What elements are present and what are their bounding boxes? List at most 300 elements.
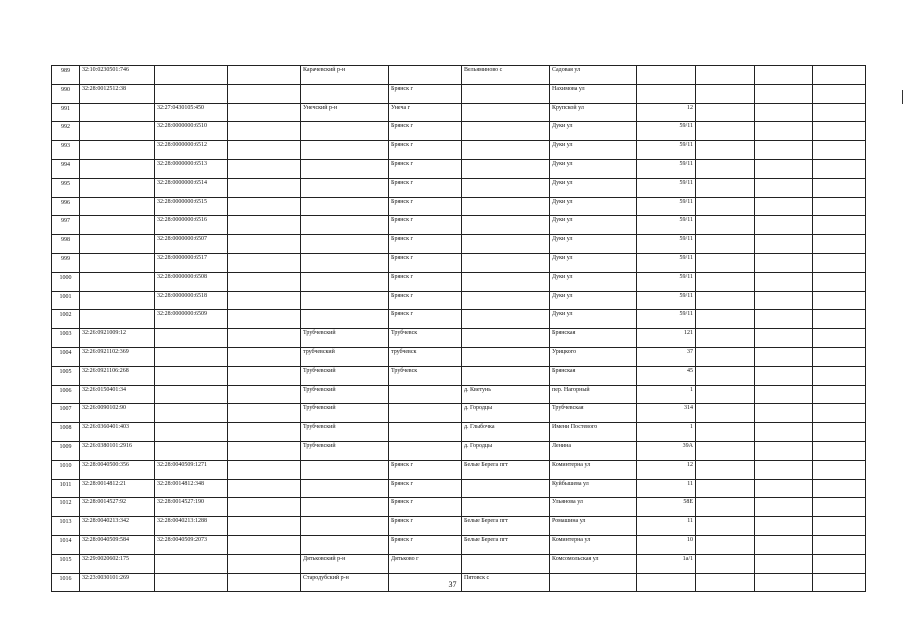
- cadastral-number-2: 32:28:0000000:6514: [155, 178, 228, 197]
- blank-cell: [813, 441, 866, 460]
- cadastral-number: [80, 122, 155, 141]
- blank-cell: [813, 366, 866, 385]
- house-number: 11: [637, 517, 696, 536]
- district: [301, 141, 389, 160]
- district: [301, 460, 389, 479]
- cadastral-number: [80, 291, 155, 310]
- cadastral-number-2: 32:28:0014812:348: [155, 479, 228, 498]
- city: [389, 404, 462, 423]
- street: Комсомольская ул: [550, 554, 637, 573]
- house-number: 11: [637, 479, 696, 498]
- house-number: 59/11: [637, 141, 696, 160]
- cadastral-number-2: [155, 404, 228, 423]
- cadastral-number-2: 32:28:0040509:1271: [155, 460, 228, 479]
- blank-cell: [228, 197, 301, 216]
- street: Дуки ул: [550, 272, 637, 291]
- cadastral-number-2: 32:28:0040213:1288: [155, 517, 228, 536]
- district: [301, 310, 389, 329]
- house-number: 59/11: [637, 272, 696, 291]
- blank-cell: [696, 253, 755, 272]
- district: [301, 272, 389, 291]
- blank-cell: [696, 66, 755, 85]
- settlement: [462, 84, 550, 103]
- cadastral-number: 32:26:0921009:12: [80, 329, 155, 348]
- blank-cell: [696, 517, 755, 536]
- cadastral-number: 32:28:0040509:584: [80, 535, 155, 554]
- city: Брянск г: [389, 235, 462, 254]
- table-row: [52, 197, 866, 216]
- settlement: [462, 291, 550, 310]
- blank-cell: [696, 235, 755, 254]
- blank-cell: [813, 84, 866, 103]
- district: [301, 216, 389, 235]
- blank-cell: [755, 122, 813, 141]
- settlement: [462, 347, 550, 366]
- blank-cell: [696, 122, 755, 141]
- table-row: [52, 66, 866, 85]
- cadastral-number-2: 32:28:0000000:6518: [155, 291, 228, 310]
- blank-cell: [813, 272, 866, 291]
- table-row: [52, 141, 866, 160]
- row-number: 1009: [52, 441, 80, 460]
- blank-cell: [755, 460, 813, 479]
- row-number: 998: [52, 235, 80, 254]
- city: [389, 423, 462, 442]
- city: трубчевск: [389, 347, 462, 366]
- row-number: 1003: [52, 329, 80, 348]
- house-number: 12: [637, 460, 696, 479]
- cadastral-number-2: [155, 441, 228, 460]
- settlement: Белые Берега пгт: [462, 517, 550, 536]
- table-row: [52, 122, 866, 141]
- row-number: 993: [52, 141, 80, 160]
- street: Крупской ул: [550, 103, 637, 122]
- blank-cell: [755, 216, 813, 235]
- blank-cell: [813, 460, 866, 479]
- blank-cell: [755, 385, 813, 404]
- cadastral-number: [80, 141, 155, 160]
- city: Брянск г: [389, 535, 462, 554]
- house-number: 59/11: [637, 197, 696, 216]
- cadastral-number-2: [155, 366, 228, 385]
- table-row: [52, 291, 866, 310]
- blank-cell: [228, 84, 301, 103]
- district: [301, 159, 389, 178]
- row-number: 999: [52, 253, 80, 272]
- cadastral-number-2: [155, 84, 228, 103]
- cadastral-number: 32:28:0040213:342: [80, 517, 155, 536]
- district: [301, 178, 389, 197]
- house-number: 1а/1: [637, 554, 696, 573]
- blank-cell: [755, 441, 813, 460]
- row-number: 1005: [52, 366, 80, 385]
- records-table: [51, 65, 866, 592]
- district: [301, 122, 389, 141]
- blank-cell: [755, 159, 813, 178]
- blank-cell: [696, 423, 755, 442]
- blank-cell: [813, 253, 866, 272]
- city: [389, 66, 462, 85]
- table-row: [52, 441, 866, 460]
- row-number: 990: [52, 84, 80, 103]
- blank-cell: [696, 310, 755, 329]
- settlement: [462, 197, 550, 216]
- blank-cell: [228, 122, 301, 141]
- table-row: [52, 103, 866, 122]
- cadastral-number: 32:26:0090102:90: [80, 404, 155, 423]
- blank-cell: [813, 178, 866, 197]
- house-number: 45: [637, 366, 696, 385]
- blank-cell: [696, 291, 755, 310]
- table-row: [52, 84, 866, 103]
- district: Трубчевский: [301, 441, 389, 460]
- blank-cell: [228, 216, 301, 235]
- street: Нахимова ул: [550, 84, 637, 103]
- blank-cell: [228, 253, 301, 272]
- blank-cell: [228, 272, 301, 291]
- blank-cell: [696, 216, 755, 235]
- street: Куйбышева ул: [550, 479, 637, 498]
- blank-cell: [755, 178, 813, 197]
- blank-cell: [228, 291, 301, 310]
- cadastral-number-2: 32:27:0430105:450: [155, 103, 228, 122]
- cadastral-number: 32:28:0014527:92: [80, 498, 155, 517]
- blank-cell: [755, 347, 813, 366]
- table-row: [52, 385, 866, 404]
- blank-cell: [813, 517, 866, 536]
- blank-cell: [813, 498, 866, 517]
- blank-cell: [813, 122, 866, 141]
- blank-cell: [228, 347, 301, 366]
- table-body: [52, 66, 866, 592]
- blank-cell: [696, 366, 755, 385]
- city: Брянск г: [389, 460, 462, 479]
- house-number: 39А: [637, 441, 696, 460]
- settlement: [462, 178, 550, 197]
- street: Дуки ул: [550, 216, 637, 235]
- blank-cell: [755, 423, 813, 442]
- cadastral-number: [80, 178, 155, 197]
- cadastral-number: 32:10:0230501:746: [80, 66, 155, 85]
- blank-cell: [755, 535, 813, 554]
- cadastral-number: [80, 159, 155, 178]
- house-number: 10: [637, 535, 696, 554]
- blank-cell: [755, 310, 813, 329]
- row-number: 1002: [52, 310, 80, 329]
- blank-cell: [228, 141, 301, 160]
- house-number: 1: [637, 385, 696, 404]
- blank-cell: [696, 103, 755, 122]
- blank-cell: [755, 253, 813, 272]
- table-row: [52, 216, 866, 235]
- house-number: 121: [637, 329, 696, 348]
- street: Коминтерна ул: [550, 460, 637, 479]
- cadastral-number: [80, 103, 155, 122]
- blank-cell: [696, 535, 755, 554]
- settlement: д. Глыбочка: [462, 423, 550, 442]
- row-number: 1001: [52, 291, 80, 310]
- house-number: 1: [637, 423, 696, 442]
- blank-cell: [813, 235, 866, 254]
- row-number: 1000: [52, 272, 80, 291]
- city: Брянск г: [389, 84, 462, 103]
- settlement: Пятовск с: [462, 573, 550, 592]
- district: Карачевский р-н: [301, 66, 389, 85]
- cadastral-number-2: 32:28:0000000:6509: [155, 310, 228, 329]
- blank-cell: [228, 404, 301, 423]
- row-number: 992: [52, 122, 80, 141]
- blank-cell: [696, 178, 755, 197]
- row-number: 1011: [52, 479, 80, 498]
- row-number: 1015: [52, 554, 80, 573]
- city: Трубчевск: [389, 329, 462, 348]
- street: Брянская: [550, 366, 637, 385]
- table-row: [52, 178, 866, 197]
- district: Стародубский р-н: [301, 573, 389, 592]
- row-number: 1012: [52, 498, 80, 517]
- margin-mark: [902, 90, 903, 104]
- blank-cell: [813, 310, 866, 329]
- settlement: [462, 366, 550, 385]
- cadastral-number: 32:26:0360401:403: [80, 423, 155, 442]
- blank-cell: [813, 103, 866, 122]
- blank-cell: [696, 272, 755, 291]
- row-number: 1004: [52, 347, 80, 366]
- table-row: [52, 347, 866, 366]
- street: Ленина: [550, 441, 637, 460]
- table-row: [52, 423, 866, 442]
- blank-cell: [228, 103, 301, 122]
- settlement: д. Городцы: [462, 441, 550, 460]
- page-number: 37: [448, 580, 457, 589]
- blank-cell: [755, 404, 813, 423]
- cadastral-number: 32:26:0921102:369: [80, 347, 155, 366]
- blank-cell: [755, 291, 813, 310]
- blank-cell: [228, 66, 301, 85]
- blank-cell: [228, 460, 301, 479]
- table-row: [52, 235, 866, 254]
- cadastral-number: [80, 310, 155, 329]
- city: Брянск г: [389, 479, 462, 498]
- blank-cell: [228, 479, 301, 498]
- city: Брянск г: [389, 498, 462, 517]
- city: Брянск г: [389, 178, 462, 197]
- cadastral-number-2: 32:28:0040509:2073: [155, 535, 228, 554]
- settlement: [462, 479, 550, 498]
- table-row: [52, 554, 866, 573]
- blank-cell: [813, 216, 866, 235]
- house-number: 37: [637, 347, 696, 366]
- settlement: Вельяминово с: [462, 66, 550, 85]
- blank-cell: [813, 347, 866, 366]
- street: Дуки ул: [550, 178, 637, 197]
- settlement: [462, 141, 550, 160]
- blank-cell: [696, 460, 755, 479]
- blank-cell: [755, 498, 813, 517]
- blank-cell: [813, 197, 866, 216]
- city: Брянск г: [389, 291, 462, 310]
- settlement: [462, 554, 550, 573]
- street: пер. Нагорный: [550, 385, 637, 404]
- cadastral-number-2: 32:28:0000000:6513: [155, 159, 228, 178]
- cadastral-number: [80, 197, 155, 216]
- city: Брянск г: [389, 253, 462, 272]
- house-number: [637, 66, 696, 85]
- blank-cell: [813, 329, 866, 348]
- blank-cell: [696, 404, 755, 423]
- street: Урицкого: [550, 347, 637, 366]
- blank-cell: [228, 517, 301, 536]
- street: Ромашина ул: [550, 517, 637, 536]
- city: Дятьково г: [389, 554, 462, 573]
- row-number: 1014: [52, 535, 80, 554]
- blank-cell: [813, 423, 866, 442]
- blank-cell: [696, 385, 755, 404]
- settlement: [462, 103, 550, 122]
- row-number: 989: [52, 66, 80, 85]
- cadastral-number-2: 32:28:0000000:6517: [155, 253, 228, 272]
- table-row: [52, 272, 866, 291]
- city: Брянск г: [389, 122, 462, 141]
- city: Брянск г: [389, 159, 462, 178]
- cadastral-number-2: 32:28:0000000:6508: [155, 272, 228, 291]
- city: [389, 385, 462, 404]
- city: Брянск г: [389, 272, 462, 291]
- blank-cell: [813, 535, 866, 554]
- blank-cell: [696, 84, 755, 103]
- cadastral-number: [80, 216, 155, 235]
- street: Дуки ул: [550, 122, 637, 141]
- street: Имени Постевого: [550, 423, 637, 442]
- settlement: [462, 235, 550, 254]
- settlement: [462, 159, 550, 178]
- city: Брянск г: [389, 197, 462, 216]
- street: Садовая ул: [550, 66, 637, 85]
- cadastral-number-2: 32:28:0000000:6515: [155, 197, 228, 216]
- blank-cell: [228, 329, 301, 348]
- district: Трубчевский: [301, 404, 389, 423]
- street: Дуки ул: [550, 159, 637, 178]
- street: Брянская: [550, 329, 637, 348]
- cadastral-number-2: [155, 347, 228, 366]
- blank-cell: [755, 197, 813, 216]
- street: Дуки ул: [550, 197, 637, 216]
- blank-cell: [755, 329, 813, 348]
- table-row: [52, 460, 866, 479]
- blank-cell: [228, 159, 301, 178]
- cadastral-number-2: 32:28:0000000:6512: [155, 141, 228, 160]
- settlement: [462, 253, 550, 272]
- city: Трубчевск: [389, 366, 462, 385]
- district: Трубчевский: [301, 366, 389, 385]
- blank-cell: [755, 479, 813, 498]
- district: Трубчевский: [301, 385, 389, 404]
- street: Дуки ул: [550, 310, 637, 329]
- blank-cell: [228, 385, 301, 404]
- district: [301, 235, 389, 254]
- cadastral-number: 32:29:0020602:175: [80, 554, 155, 573]
- blank-cell: [755, 517, 813, 536]
- house-number: 59/11: [637, 310, 696, 329]
- district: [301, 291, 389, 310]
- blank-cell: [696, 441, 755, 460]
- table-row: [52, 329, 866, 348]
- blank-cell: [755, 366, 813, 385]
- table-row: [52, 310, 866, 329]
- blank-cell: [228, 498, 301, 517]
- cadastral-number: 32:23:0030101:269: [80, 573, 155, 592]
- row-number: 1007: [52, 404, 80, 423]
- blank-cell: [755, 554, 813, 573]
- blank-cell: [755, 84, 813, 103]
- district: [301, 498, 389, 517]
- row-number: 1016: [52, 573, 80, 592]
- row-number: 1010: [52, 460, 80, 479]
- blank-cell: [813, 404, 866, 423]
- district: Трубчевский: [301, 329, 389, 348]
- row-number: 991: [52, 103, 80, 122]
- house-number: 59/11: [637, 291, 696, 310]
- row-number: 995: [52, 178, 80, 197]
- house-number: 59/11: [637, 253, 696, 272]
- blank-cell: [696, 141, 755, 160]
- blank-cell: [813, 141, 866, 160]
- district: [301, 479, 389, 498]
- house-number: [637, 84, 696, 103]
- house-number: 314: [637, 404, 696, 423]
- house-number: 59/11: [637, 122, 696, 141]
- table-row: [52, 404, 866, 423]
- blank-cell: [755, 66, 813, 85]
- cadastral-number-2: 32:28:0000000:6516: [155, 216, 228, 235]
- table-row: [52, 535, 866, 554]
- city: Брянск г: [389, 310, 462, 329]
- settlement: д. Городцы: [462, 404, 550, 423]
- street: Дуки ул: [550, 141, 637, 160]
- settlement: [462, 498, 550, 517]
- house-number: 59/11: [637, 216, 696, 235]
- district: [301, 535, 389, 554]
- blank-cell: [228, 366, 301, 385]
- street: Трубчевская: [550, 404, 637, 423]
- street: Дуки ул: [550, 235, 637, 254]
- settlement: [462, 272, 550, 291]
- blank-cell: [228, 235, 301, 254]
- blank-cell: [228, 178, 301, 197]
- blank-cell: [696, 197, 755, 216]
- cadastral-number-2: [155, 423, 228, 442]
- cadastral-number: 32:28:0040500:356: [80, 460, 155, 479]
- row-number: 1006: [52, 385, 80, 404]
- row-number: 994: [52, 159, 80, 178]
- blank-cell: [755, 272, 813, 291]
- blank-cell: [696, 554, 755, 573]
- settlement: [462, 216, 550, 235]
- cadastral-number-2: 32:28:0000000:6507: [155, 235, 228, 254]
- cadastral-number: [80, 272, 155, 291]
- cadastral-number: 32:26:0380101:2916: [80, 441, 155, 460]
- blank-cell: [813, 159, 866, 178]
- blank-cell: [696, 159, 755, 178]
- table-row: [52, 517, 866, 536]
- cadastral-number: [80, 253, 155, 272]
- cadastral-number: 32:26:0921106:268: [80, 366, 155, 385]
- blank-cell: [755, 103, 813, 122]
- district: Унечский р-н: [301, 103, 389, 122]
- blank-cell: [228, 535, 301, 554]
- street: Ульянова ул: [550, 498, 637, 517]
- row-number: 1013: [52, 517, 80, 536]
